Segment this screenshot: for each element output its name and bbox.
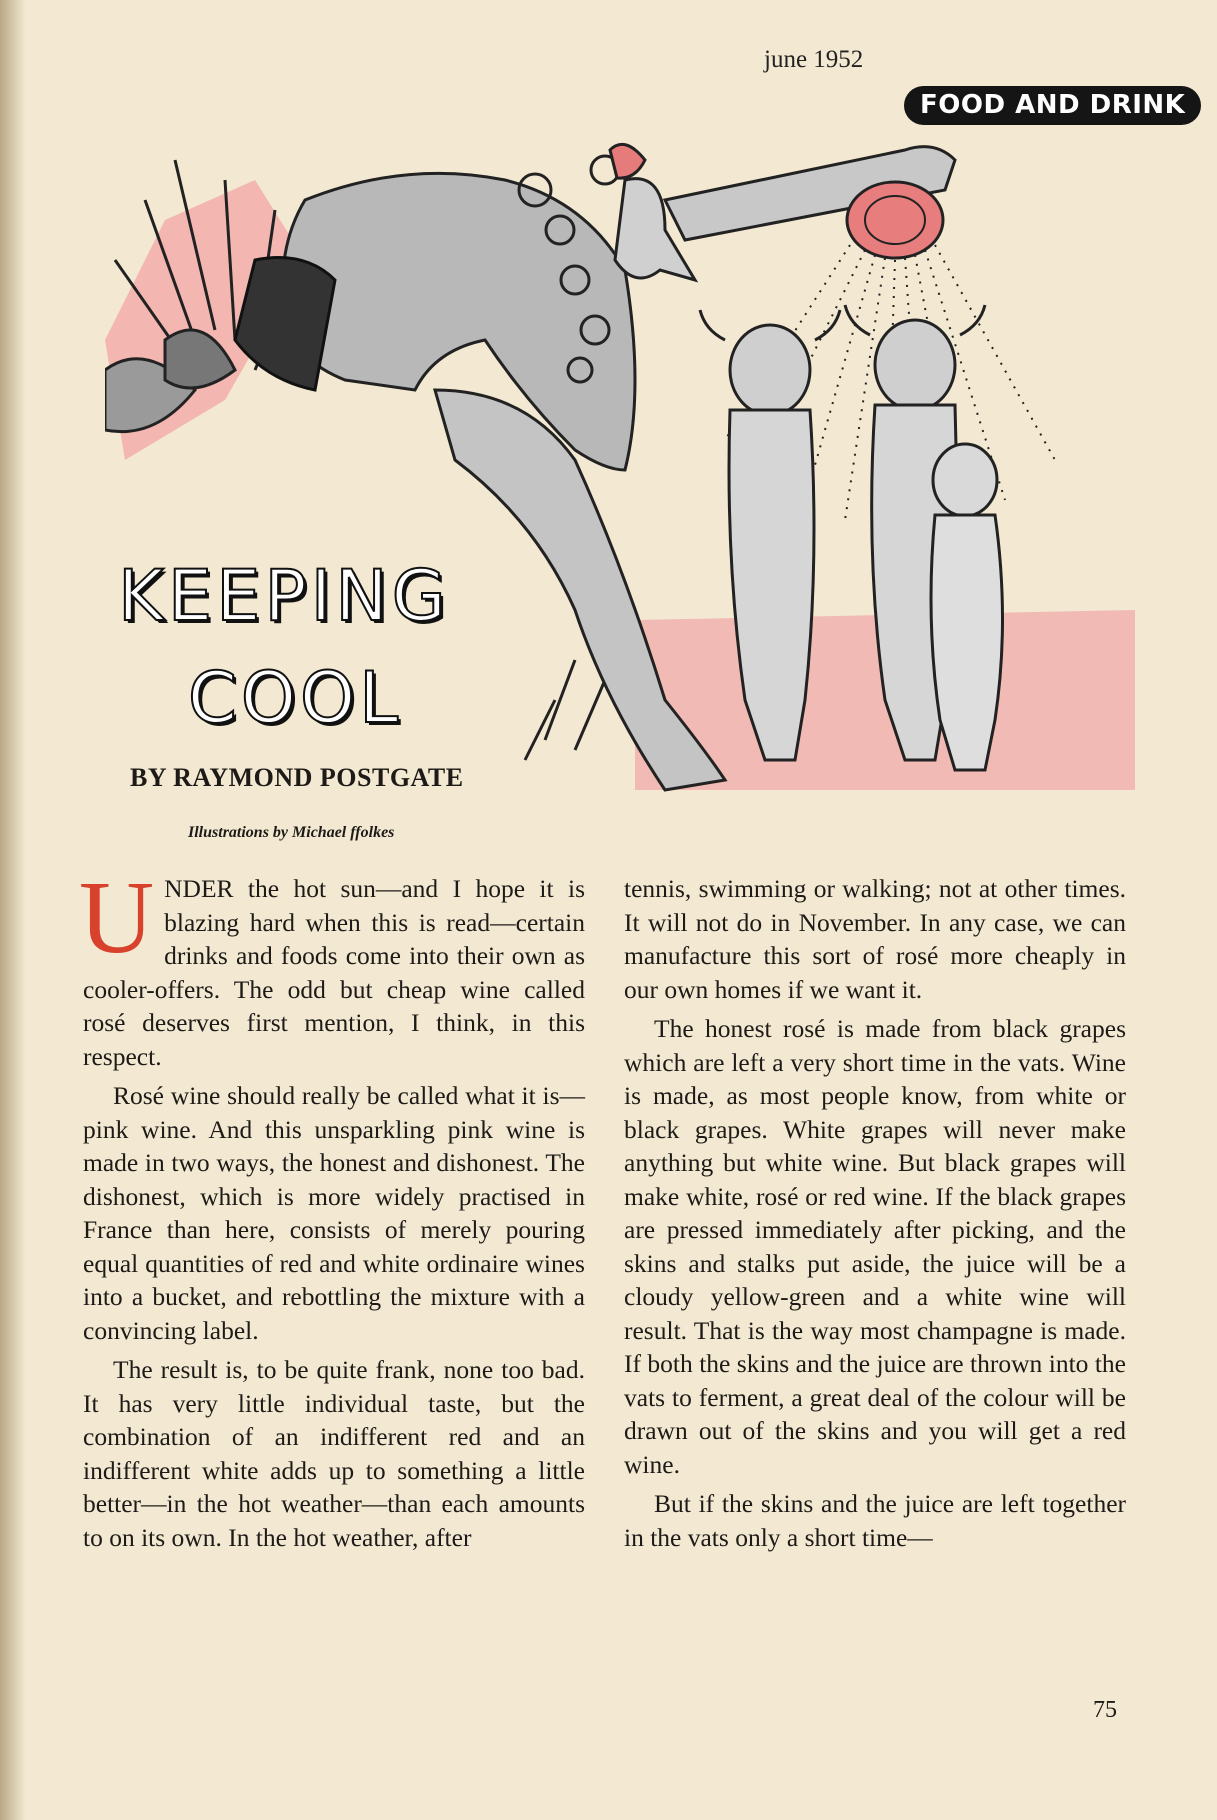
article-title [118, 545, 578, 749]
paragraph-2: Rosé wine should really be called what it is—pink wine. And this unsparkling pink wine is made in two ways, the honest and dishonest. The dishonest, which is more widely practised in France than here, consists of merely pouring equal quantities of red and white ordinaire wines into a bucket, and rebottling the mixture with a convincing label. [83, 1081, 585, 1345]
paragraph-5: The honest rosé is made from black grapes which are left a very short time in the vats. Wine is made, as most people know, from white or black grapes. White grapes will never make anything but white wine. But black grapes will make white, rosé or red wine. If the black grapes are pressed immediately after picking, and the skins and stalks put aside, the juice will be a cloudy yellow-green and a white wine will result. That is the way most champagne is made. If both the skins and the juice are thrown into the vats to ferment, a great deal of the colour will be drawn out of the skins and you will get a red wine. [624, 1014, 1126, 1479]
illustration-credit: Illustrations by Michael ffolkes [188, 824, 395, 841]
article-column-left [79, 860, 585, 1560]
paragraph-1-text: NDER the hot sun—and I hope it is blazing hard when this is read—certain drinks and foods come into their own as cooler-offers. The odd but cheap wine called rosé deserves first mention, I think, in this respect. [83, 874, 585, 1071]
byline: BY RAYMOND POSTGATE [130, 763, 464, 792]
paragraph-1 [79, 860, 585, 1073]
paragraph-3: The result is, to be quite frank, none too bad. It has very little individual taste, but the combination of an indifferent red and an indifferent white adds up to something a little better—in the hot weather—than each amounts to on its own. In the hot weather, after [83, 1355, 585, 1552]
paragraph-6: But if the skins and the juice are left together in the vats only a short time— [624, 1489, 1126, 1552]
section-tag: FOOD AND DRINK [904, 86, 1201, 125]
title-line-2: COOL [188, 657, 403, 739]
date-annotation: june 1952 [764, 46, 864, 73]
article-column-right [624, 872, 1126, 1560]
paragraph-4: tennis, swimming or walking; not at other times. It will not do in November. In any case, we can manufacture this sort of rosé more cheaply in our own homes if we want it. [624, 874, 1126, 1004]
page-number: 75 [1093, 1697, 1117, 1723]
page-gutter-shadow [0, 0, 26, 1820]
drop-cap: U [79, 860, 155, 975]
title-line-1: KEEPING [118, 555, 450, 637]
